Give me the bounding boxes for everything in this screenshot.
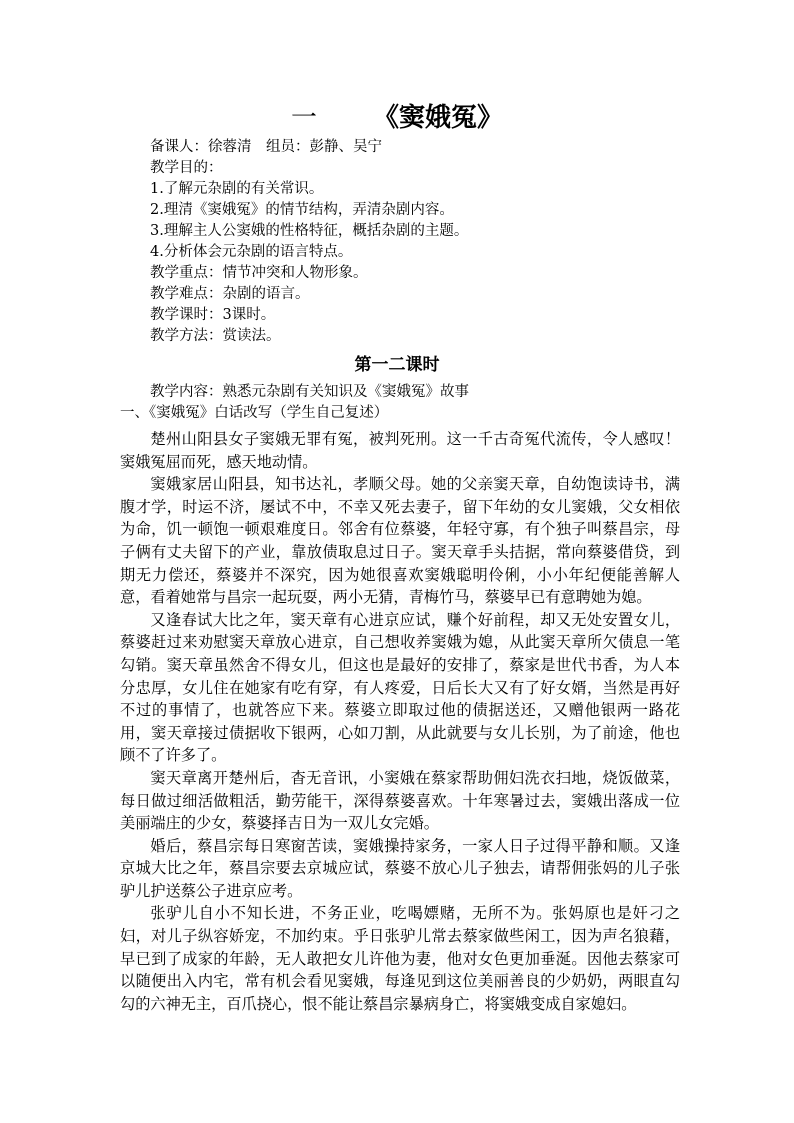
paragraph: 又逢春试大比之年，窦天章有心进京应试，赚个好前程，却又无处安置女儿，蔡婆赶过来劝慰窦天章放心进京，自己想收养窦娥为媳，从此窦天章所欠债息一笔勾销。窦天章虽然舍不得女儿，但这也是最好的安排了，蔡家是世代书香，为人本分忠厚，女儿住在她家有吃有穿，有人疼爱，日后长大又有了好女婿，当然是再好不过的事情了，也就答应下来。蔡婆立即取过他的债据送还，又赠他银两一路花用，窦天章接过债据收下银两，心如刀割，从此就要与女儿长别，为了前途，他也顾不了许多了。 — [120, 610, 680, 765]
meta-line: 3.理解主人公窦娥的性格特征，概括杂剧的主题。 — [150, 223, 469, 239]
lesson-meta — [150, 137, 710, 347]
meta-line: 教学重点：情节冲突和人物形象。 — [150, 265, 368, 281]
meta-line: 1.了解元杂剧的有关常识。 — [150, 181, 324, 197]
meta-line: 教学方法：赏读法。 — [150, 328, 281, 344]
meta-line: 2.理清《窦娥冤》的情节结构，弄清杂剧内容。 — [150, 202, 454, 218]
paragraph: 窦天章离开楚州后，杳无音讯，小窦娥在蔡家帮助佣妇洗衣扫地，烧饭做菜，每日做过细活做粗活，勤劳能干，深得蔡婆喜欢。十年寒暑过去，窦娥出落成一位美丽端庄的少女，蔡婆择吉日为一双儿女完婚。 — [120, 768, 680, 833]
story-body — [120, 428, 680, 1015]
paragraph: 楚州山阳县女子窦娥无罪有冤，被判死刑。这一千古奇冤代流传，令人感叹！窦娥冤屈而死，感天地动情。 — [120, 430, 680, 471]
meta-line: 教学课时：3课时。 — [150, 307, 276, 323]
meta-line: 教学难点：杂剧的语言。 — [150, 286, 310, 302]
paragraph: 张驴儿自小不知长进，不务正业，吃喝嫖赌，无所不为。张妈原也是奸刁之妇，对儿子纵容娇宠，不加约束。乎日张驴儿常去蔡家做些闲工，因为声名狼藉，早已到了成家的年龄，无人敢把女儿许他为妻，他对女色更加垂涎。因他去蔡家可以随便出入内宅，常有机会看见窦娥，每逢见到这位美丽善良的少奶奶，两眼直勾勾的六神无主，百爪挠心，恨不能让蔡昌宗暴病身亡，将窦娥变成自家媳妇。 — [120, 904, 680, 1013]
content-line: 教学内容：熟悉元杂剧有关知识及《窦娥冤》故事 — [150, 384, 469, 400]
meta-line: 4.分析体会元杂剧的语言特点。 — [150, 244, 353, 260]
heading-1: 一、《窦娥冤》白话改写（学生自己复述） — [120, 405, 389, 421]
paragraph: 窦娥家居山阳县，知书达礼，孝顺父母。她的父亲窦天章，自幼饱读诗书，满腹才学，时运不济，屡试不中，不幸又死去妻子，留下年幼的女儿窦娥，父女相依为命，饥一顿饱一顿艰难度日。邻舍有位蔡婆，年轻守寡，有个独子叫蔡昌宗，母子俩有丈夫留下的产业，靠放债取息过日子。窦天章手头拮据，常向蔡婆借贷，到期无力偿还，蔡婆并不深究，因为她很喜欢窦娥聪明伶俐，小小年纪便能善解人意，看着她常与昌宗一起玩耍，两小无猜，青梅竹马，蔡婆早已有意聘她为媳。 — [120, 475, 680, 607]
preparer-line: 备课人：徐蓉清 组员：彭静、吴宁 — [150, 139, 382, 155]
document-title — [0, 100, 794, 136]
paragraph: 婚后，蔡昌宗每日寒窗苦读，窦娥操持家务，一家人日子过得平静和顺。又逢京城大比之年，蔡昌宗要去京城应试，蔡婆不放心儿子独去，请帮佣张妈的儿子张驴儿护送蔡公子进京应考。 — [120, 836, 680, 900]
meta-line: 教学目的： — [150, 160, 223, 176]
section-title: 第一二课时 — [354, 355, 440, 375]
title-text: 《窦娥冤》 — [373, 103, 504, 133]
title-number: 一 — [290, 103, 317, 133]
